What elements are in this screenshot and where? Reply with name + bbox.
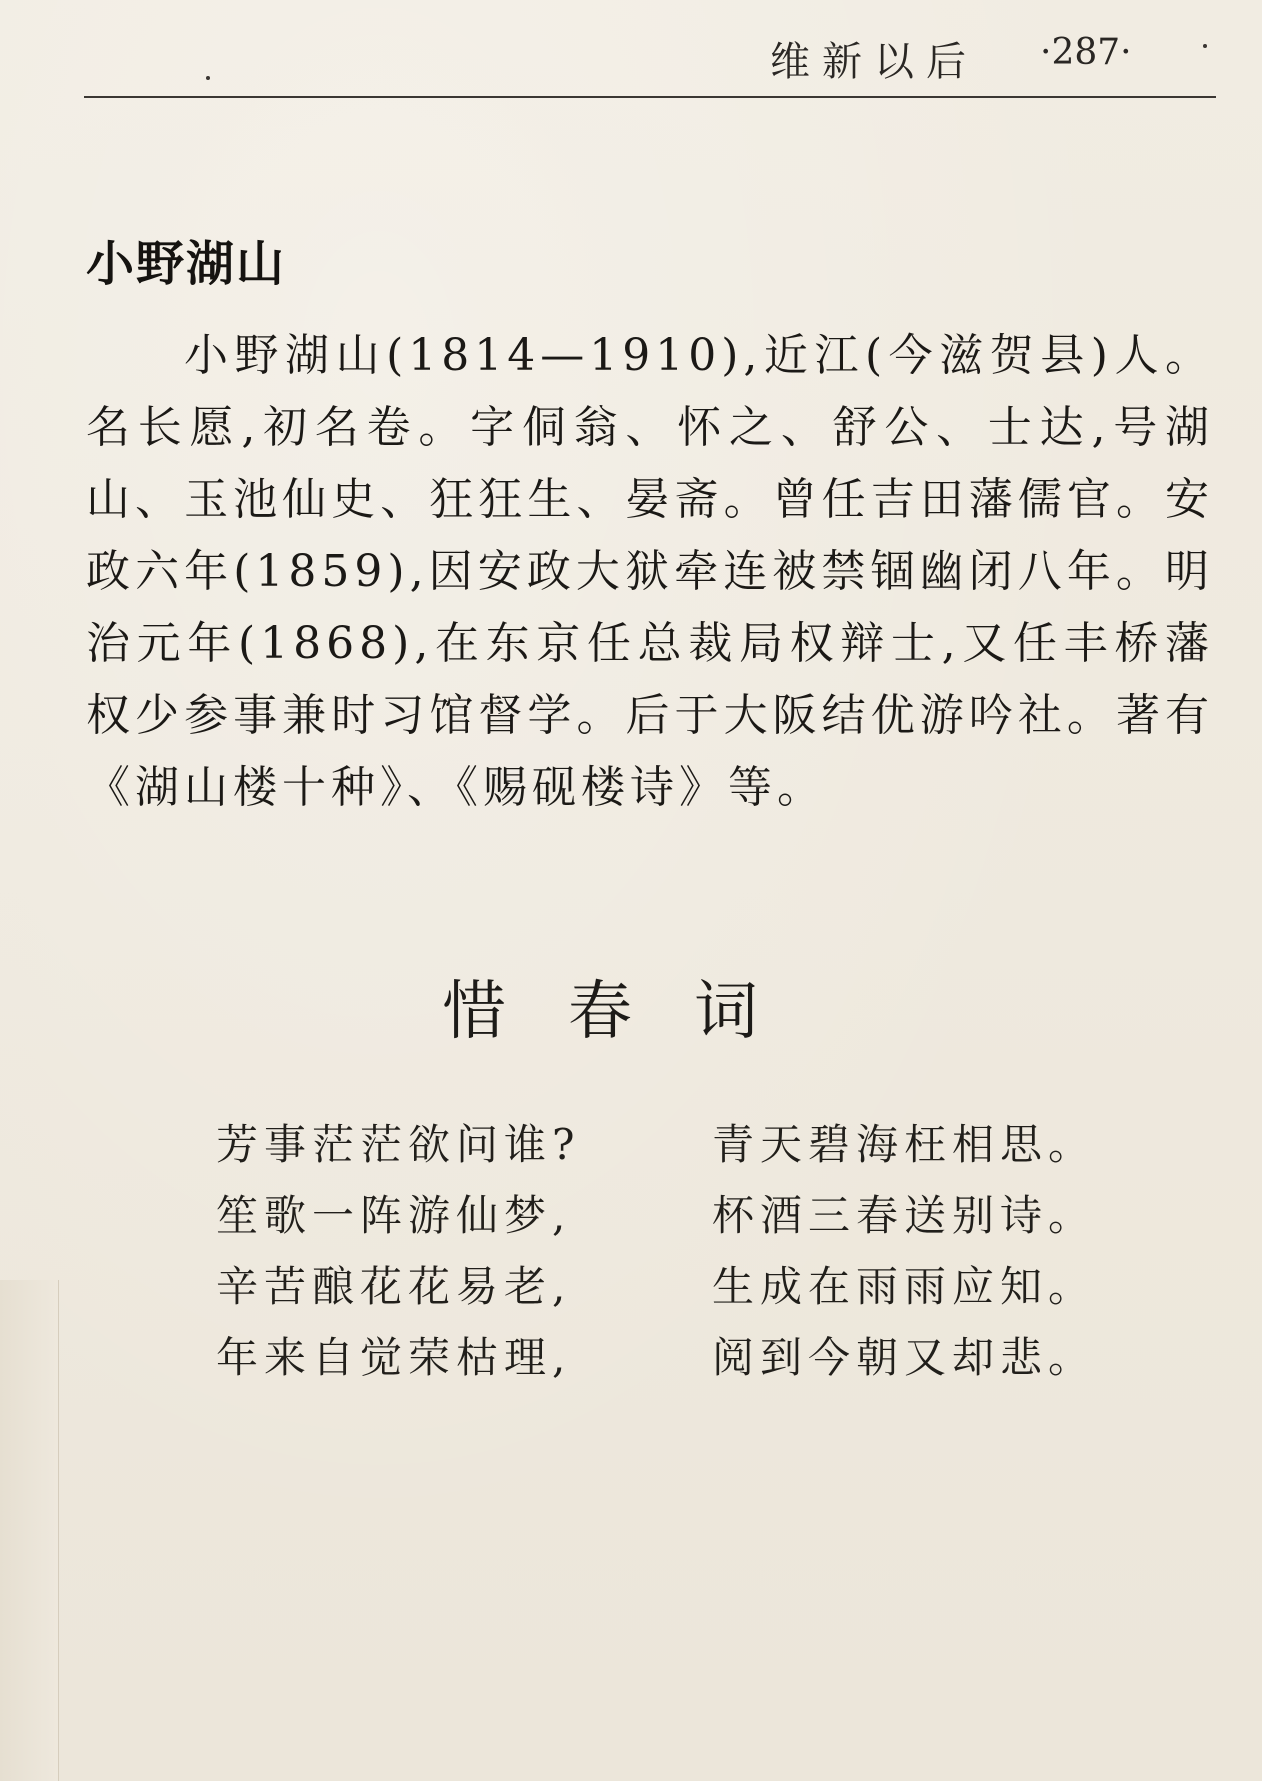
poem-line: 青天碧海枉相思。 xyxy=(712,1119,1097,1169)
author-heading: 小野湖山 xyxy=(86,236,287,292)
poem-line: 杯酒三春送别诗。 xyxy=(712,1190,1097,1240)
running-head: 维新以后 xyxy=(770,39,978,85)
poem-line: 笙歌一阵游仙梦, xyxy=(216,1190,572,1240)
poem-title: 惜春词 xyxy=(442,975,820,1049)
poem-couplet xyxy=(216,1106,1116,1177)
poem-line: 阅到今朝又却悲。 xyxy=(712,1332,1097,1382)
header-rule xyxy=(84,96,1216,98)
poem-line: 生成在雨雨应知。 xyxy=(712,1261,1097,1311)
poem-line: 辛苦酿花花易老, xyxy=(216,1261,572,1311)
poem-couplet xyxy=(216,1319,1116,1390)
poem-couplet xyxy=(216,1248,1116,1319)
poem-line: 芳事茫茫欲问谁? xyxy=(216,1119,581,1169)
author-biography: 小野湖山(1814—1910),近江(今滋贺县)人。名长愿,初名卷。字侗翁、怀之、舒公、士达,号湖山、玉池仙史、狂狂生、晏斋。曾任吉田藩儒官。安政六年(1859),因安政大狱牵连被禁锢幽闭八年。明治元年(1868),在东京任总裁局权辩士,又任丰桥藩权少参事兼时习馆督学。后于大阪结优游吟社。著有《湖山楼十种》、《赐砚楼诗》等。 xyxy=(86,330,1214,813)
poem-body xyxy=(216,1106,1116,1390)
page-edge xyxy=(0,1280,59,1781)
print-speck xyxy=(206,76,210,80)
poem-couplet xyxy=(216,1177,1116,1248)
print-speck xyxy=(1203,44,1207,48)
page-number: ·287· xyxy=(1040,32,1132,73)
poem-line: 年来自觉荣枯理, xyxy=(216,1332,572,1382)
